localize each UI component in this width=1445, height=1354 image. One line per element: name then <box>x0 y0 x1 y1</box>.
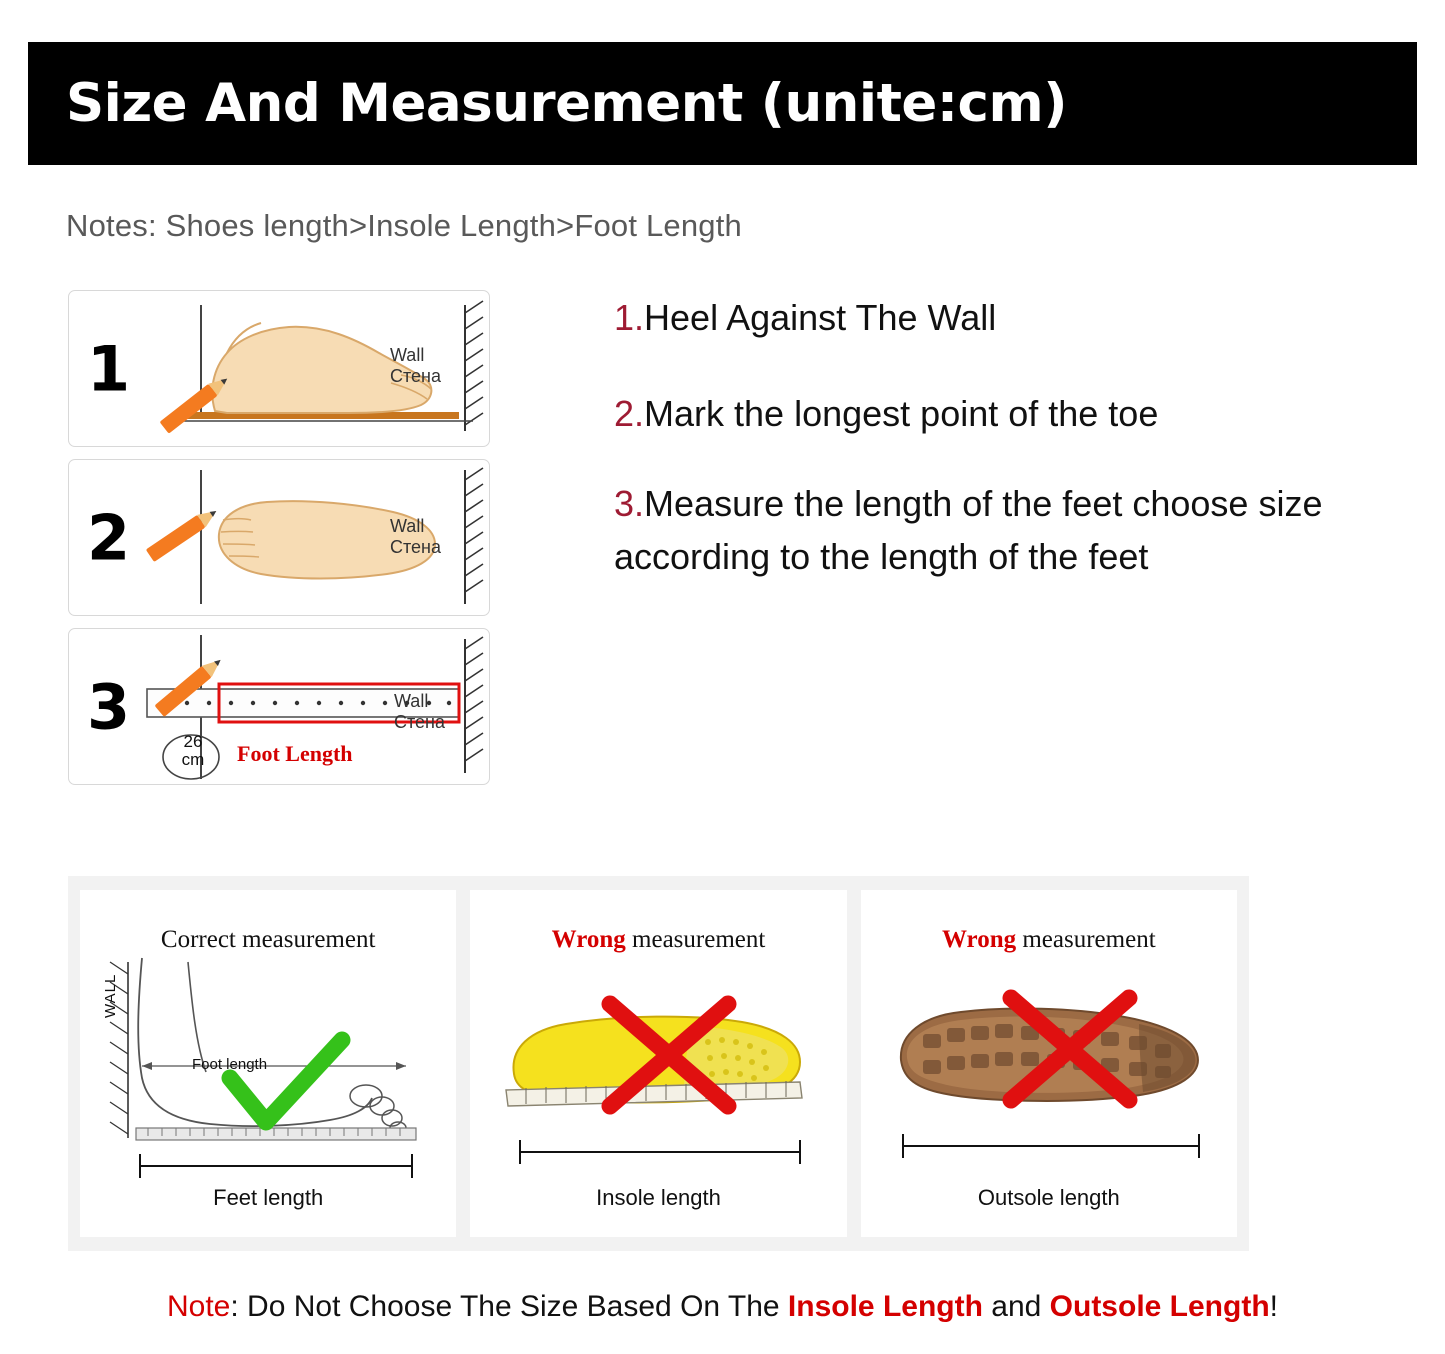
header-bar <box>28 42 1417 165</box>
instruction-text: Heel Against The Wall <box>644 297 997 338</box>
measure-bubble-value: 26 cm <box>181 732 205 769</box>
comparison-card-insole <box>470 890 846 1237</box>
footer-note-label: Note <box>167 1290 231 1323</box>
instruction-number: 1. <box>614 297 645 338</box>
step-number: 1 <box>87 332 131 405</box>
footer-note <box>0 1290 1445 1324</box>
step-card-1 <box>68 290 490 447</box>
steps-column <box>68 290 490 797</box>
comparison-title: Wrong measurement <box>942 926 1156 953</box>
comparison-caption: Insole length <box>596 1185 721 1210</box>
footer-joiner: and <box>982 1290 1050 1323</box>
instruction-item-3 <box>614 478 1404 582</box>
page-title: Size And Measurement (unite:cm) <box>66 73 1067 134</box>
step-card-2 <box>68 459 490 616</box>
instruction-text: Measure the length of the feet choose size according to the length of the feet <box>614 483 1323 577</box>
notes-line: Notes: Shoes length>Insole Length>Foot Length <box>66 208 742 243</box>
step-card-3 <box>68 628 490 785</box>
instruction-text: Mark the longest point of the toe <box>644 393 1159 435</box>
comparison-caption: Feet length <box>213 1185 324 1210</box>
comparison-caption: Outsole length <box>977 1185 1120 1210</box>
correct-measurement-illustration <box>80 948 456 1218</box>
comparison-card-outsole <box>861 890 1237 1237</box>
instruction-item-2 <box>614 388 1404 440</box>
comparison-title: Wrong measurement <box>551 926 766 953</box>
wall-label-2: Wall Стена <box>389 516 441 557</box>
instruction-number: 3. <box>614 483 645 525</box>
footer-note-part1: : Do Not Choose The Size Based On The <box>230 1290 788 1323</box>
foot-length-label: Foot Length <box>237 741 353 766</box>
insole-measurement-illustration <box>470 956 846 1196</box>
step-number: 2 <box>87 501 131 574</box>
comparison-panel <box>68 876 1249 1251</box>
comparison-title: Correct measurement <box>160 926 376 953</box>
instructions-list <box>614 292 1404 611</box>
outsole-measurement-illustration <box>861 950 1237 1190</box>
footer-insole-term: Insole Length <box>787 1290 983 1323</box>
footer-outsole-term: Outsole Length <box>1049 1290 1270 1323</box>
instruction-item-1 <box>614 292 1404 344</box>
instruction-number: 2. <box>614 393 645 435</box>
step-number: 3 <box>87 670 131 743</box>
wall-axis-label: WALL <box>102 973 119 1018</box>
foot-length-inner-label: Foot length <box>192 1056 268 1073</box>
footer-end: ! <box>1269 1290 1278 1323</box>
wall-label-3: Wall Стена <box>393 691 445 732</box>
wall-label-1: Wall Стена <box>389 345 441 386</box>
comparison-card-correct <box>80 890 456 1237</box>
